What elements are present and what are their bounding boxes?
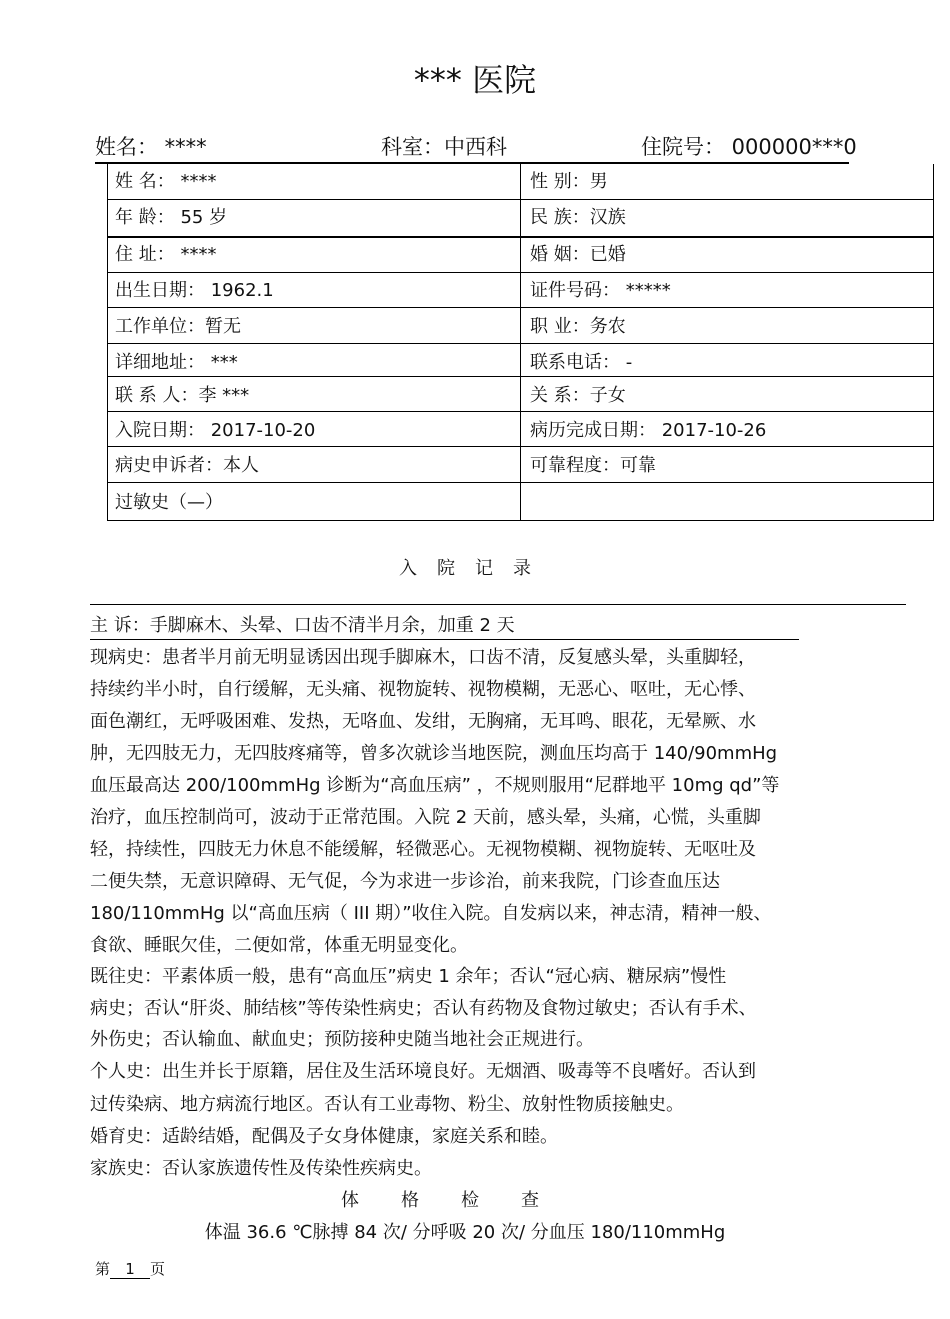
- info-relationship: 关 系：子女: [530, 385, 626, 406]
- record-line: 180/110mmHg 以“高血压病（ III 期）”收住入院。自发病以来，神志清，精神一般、: [90, 903, 772, 924]
- admission-record-title: 入院记录: [399, 558, 551, 579]
- record-line: 家族史：否认家族遗传性及传染性疾病史。: [90, 1158, 432, 1179]
- page-prefix: 第: [95, 1260, 111, 1278]
- record-line: 面色潮红，无呼吸困难、发热，无咯血、发绀，无胸痛，无耳鸣、眼花，无晕厥、水: [90, 711, 756, 732]
- info-ethnicity: 民 族：汉族: [530, 207, 626, 228]
- section-rule: [90, 604, 906, 605]
- info-birth-date: 出生日期： 1962.1: [115, 280, 274, 301]
- record-line: 个人史：出生并长于原籍，居住及生活环境良好。无烟酒、吸毒等不良嗜好。否认到: [90, 1061, 756, 1082]
- info-occupation: 职 业：务农: [530, 316, 626, 337]
- info-employer: 工作单位：暂无: [115, 316, 241, 337]
- record-line: 现病史：患者半月前无明显诱因出现手脚麻木，口齿不清，反复感头晕，头重脚轻，: [90, 647, 756, 668]
- record-line: 食欲、睡眠欠佳，二便如常，体重无明显变化。: [90, 935, 468, 956]
- info-allergy-history: 过敏史（—）: [115, 492, 223, 513]
- table-row-divider: [107, 446, 934, 447]
- info-sex: 性 别：男: [530, 171, 608, 192]
- table-row-divider: [107, 199, 934, 200]
- info-age: 年 龄： 55 岁: [115, 207, 228, 228]
- table-row-divider: [107, 236, 934, 238]
- record-line: 持续约半小时，自行缓解，无头痛、视物旋转、视物模糊，无恶心、呕吐，无心悸、: [90, 679, 756, 700]
- info-address: 住 址： ****: [115, 244, 217, 265]
- hospital-title: *** 医院: [413, 61, 537, 99]
- vital-signs: 体温 36.6 ℃脉搏 84 次/ 分呼吸 20 次/ 分血压 180/110mmHg: [204, 1222, 726, 1243]
- chief-complaint: 主 诉：手脚麻木、头晕、口齿不清半月余，加重 2 天: [90, 615, 515, 636]
- info-contact-person: 联 系 人：李 ***: [115, 385, 250, 406]
- info-phone: 联系电话： -: [530, 352, 633, 373]
- record-line: 二便失禁，无意识障碍、无气促，今为求进一步诊治，前来我院，门诊查血压达: [90, 871, 720, 892]
- record-line: 婚育史：适龄结婚，配偶及子女身体健康，家庭关系和睦。: [90, 1126, 558, 1147]
- section-rule: [90, 639, 799, 640]
- info-record-completion-date: 病历完成日期： 2017-10-26: [530, 420, 767, 441]
- info-reliability: 可靠程度：可靠: [530, 455, 656, 476]
- admission-number-header: 住院号： 000000***0: [641, 135, 857, 159]
- table-row-divider: [107, 272, 934, 273]
- record-line: 血压最高达 200/100mmHg 诊断为“高血压病” ，不规则服用“尼群地平 10mg qd”等: [90, 775, 780, 796]
- record-line: 轻，持续性，四肢无力休息不能缓解，轻微恶心。无视物模糊、视物旋转、无呕吐及: [90, 839, 756, 860]
- table-row-divider: [107, 376, 934, 377]
- info-detailed-address: 详细地址： ***: [115, 352, 238, 373]
- page-number: 1: [110, 1260, 150, 1279]
- record-line: 外伤史；否认输血、献血史；预防接种史随当地社会正规进行。: [90, 1029, 594, 1050]
- page-suffix: 页: [150, 1260, 166, 1278]
- physical-exam-title: 体格检查: [341, 1190, 581, 1211]
- table-row-divider: [107, 411, 934, 412]
- record-line: 肿，无四肢无力，无四肢疼痛等，曾多次就诊当地医院，测血压均高于 140/90mmHg: [90, 743, 778, 764]
- record-line: 治疗，血压控制尚可，波动于正常范围。入院 2 天前，感头晕，头痛，心慌，头重脚: [90, 807, 761, 828]
- table-row-divider: [107, 307, 934, 308]
- info-marital-status: 婚 姻：已婚: [530, 244, 626, 265]
- page-footer: [95, 1258, 165, 1279]
- info-id-number: 证件号码： *****: [530, 280, 671, 301]
- info-name: 姓 名： ****: [115, 171, 217, 192]
- record-line: 病史；否认“肝炎、肺结核”等传染性病史；否认有药物及食物过敏史；否认有手术、: [90, 998, 757, 1019]
- department-header: 科室：中西科: [381, 135, 507, 159]
- table-row-divider: [107, 482, 934, 483]
- info-admission-date: 入院日期： 2017-10-20: [115, 420, 316, 441]
- record-line: 过传染病、地方病流行地区。否认有工业毒物、粉尘、放射性物质接触史。: [90, 1094, 684, 1115]
- record-line: 既往史：平素体质一般，患有“高血压”病史 1 余年；否认“冠心病、糖尿病”慢性: [90, 966, 727, 987]
- patient-name-header: 姓名： ****: [95, 135, 207, 159]
- table-row-divider: [107, 343, 934, 344]
- info-history-informant: 病史申诉者：本人: [115, 455, 259, 476]
